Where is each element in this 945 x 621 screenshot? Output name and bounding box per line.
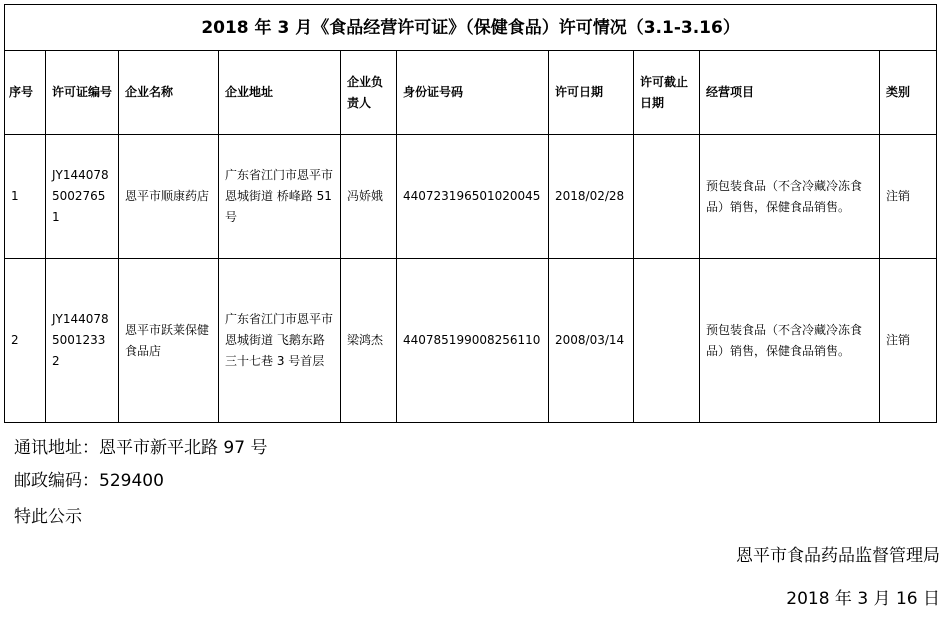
cell-index: 2 (5, 259, 46, 423)
table-title: 2018 年 3 月《食品经营许可证》（保健食品）许可情况（3.1-3.16） (5, 5, 937, 51)
header-expiry-date: 许可截止日期 (634, 51, 700, 135)
cell-license-no: JY14407850027651 (46, 135, 119, 259)
postal-code: 邮政编码：529400 (14, 471, 164, 491)
table-row (5, 259, 937, 423)
public-notice: 特此公示 (14, 507, 82, 527)
cell-license-date: 2018/02/28 (549, 135, 634, 259)
cell-category: 注销 (880, 135, 937, 259)
issue-date: 2018 年 3 月 16 日 (786, 589, 940, 609)
cell-business-scope: 预包装食品（不含冷藏冷冻食品）销售，保健食品销售。 (700, 135, 880, 259)
cell-category: 注销 (880, 259, 937, 423)
cell-license-date: 2008/03/14 (549, 259, 634, 423)
cell-expiry-date (634, 259, 700, 423)
header-license-no: 许可证编号 (46, 51, 119, 135)
header-company: 企业名称 (119, 51, 219, 135)
cell-company: 恩平市跃莱保健食品店 (119, 259, 219, 423)
cell-id-no: 440785199008256110 (397, 259, 549, 423)
cell-person: 冯娇娥 (341, 135, 397, 259)
table-row (5, 135, 937, 259)
header-business-scope: 经营项目 (700, 51, 880, 135)
cell-address: 广东省江门市恩平市恩城街道 飞鹅东路三十七巷 3 号首层 (219, 259, 341, 423)
header-category: 类别 (880, 51, 937, 135)
cell-id-no: 440723196501020045 (397, 135, 549, 259)
contact-address: 通讯地址：恩平市新平北路 97 号 (14, 438, 268, 458)
header-index: 序号 (5, 51, 46, 135)
license-table (4, 4, 937, 423)
cell-business-scope: 预包装食品（不含冷藏冷冻食品）销售，保健食品销售。 (700, 259, 880, 423)
cell-expiry-date (634, 135, 700, 259)
header-address: 企业地址 (219, 51, 341, 135)
cell-address: 广东省江门市恩平市恩城街道 桥峰路 51 号 (219, 135, 341, 259)
cell-company: 恩平市顺康药店 (119, 135, 219, 259)
header-id-no: 身份证号码 (397, 51, 549, 135)
cell-license-no: JY14407850012332 (46, 259, 119, 423)
cell-index: 1 (5, 135, 46, 259)
header-person: 企业负责人 (341, 51, 397, 135)
header-row (5, 51, 937, 135)
header-license-date: 许可日期 (549, 51, 634, 135)
cell-person: 梁鸿杰 (341, 259, 397, 423)
issuing-authority: 恩平市食品药品监督管理局 (736, 546, 940, 566)
